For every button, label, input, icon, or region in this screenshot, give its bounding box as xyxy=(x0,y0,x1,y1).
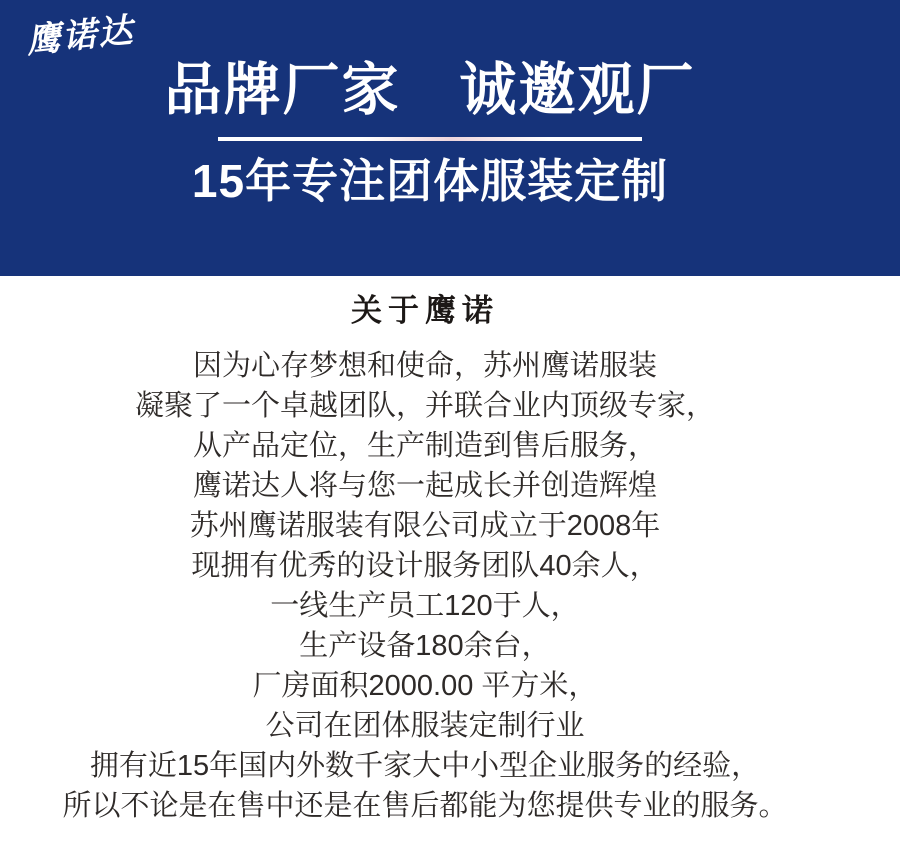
about-line: 现拥有优秀的设计服务团队40余人， xyxy=(191,550,659,582)
about-line: 凝聚了一个卓越团队，并联合业内顶级专家， xyxy=(134,390,715,422)
about-line: 从产品定位，生产制造到售后服务， xyxy=(192,430,657,462)
about-section xyxy=(0,276,850,826)
about-line: 公司在团体服装定制行业 xyxy=(265,710,585,742)
about-body xyxy=(0,346,850,826)
about-heading: 关于鹰诺 xyxy=(351,293,499,328)
about-line: 拥有近15年国内外数千家大中小型企业服务的经验， xyxy=(89,750,761,782)
hero-title: 品牌厂家 诚邀观厂 xyxy=(164,58,696,122)
brand-logo: 鹰诺达 xyxy=(24,11,137,61)
about-line: 厂房面积2000.00 平方米， xyxy=(252,670,598,702)
about-line: 所以不论是在售中还是在售后都能为您提供专业的服务。 xyxy=(62,790,788,822)
about-line: 鹰诺达人将与您一起成长并创造辉煌 xyxy=(192,470,657,502)
about-line: 一线生产员工120于人， xyxy=(270,590,580,622)
about-line: 苏州鹰诺服装有限公司成立于2008年 xyxy=(189,510,661,542)
hero-divider-line xyxy=(218,137,642,141)
hero-banner xyxy=(0,0,900,276)
about-line: 生产设备180余台， xyxy=(299,630,551,662)
about-line: 因为心存梦想和使命，苏州鹰诺服装 xyxy=(192,350,657,382)
hero-subtitle: 15年专注团体服装定制 xyxy=(191,155,669,207)
